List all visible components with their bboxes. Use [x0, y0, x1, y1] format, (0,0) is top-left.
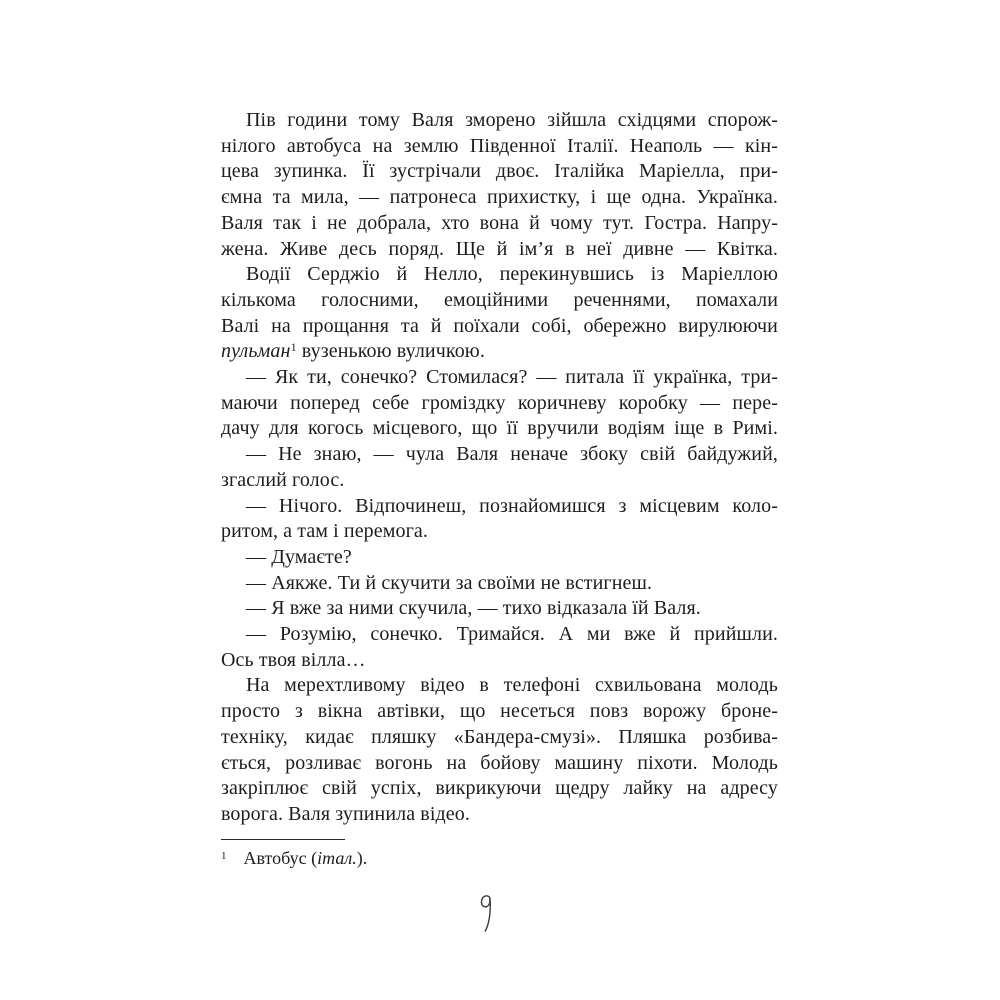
text-line	[221, 673, 778, 699]
text-segment: Валя так і не добрала, хто вона й чому тут. Гостра. Напру-	[221, 211, 778, 234]
text-segment: ритом, а там і перемога.	[221, 520, 428, 543]
text-segment: — Нічого. Відпочинеш, познайомишся з місцевим коло-	[246, 494, 778, 517]
text-segment: кількома голосними, емоційними реченнями, помахали	[221, 288, 778, 311]
text-line	[221, 802, 778, 828]
text-segment: — Думаєте?	[246, 545, 352, 568]
text-line	[221, 648, 778, 674]
page-number-value	[478, 934, 479, 935]
text-line	[221, 339, 778, 365]
text-segment: — Я вже за ними скучила, — тихо відказала їй Валя.	[246, 597, 701, 620]
text-segment: цева зупинка. Її зустрічали двоє. Італійка Маріелла, при-	[221, 160, 778, 183]
paragraph	[221, 622, 778, 673]
paragraph	[221, 545, 778, 571]
paragraph	[221, 442, 778, 493]
text-line	[221, 185, 778, 211]
text-line	[221, 776, 778, 802]
text-segment: маючи поперед себе громіздку коричневу коробку — пере-	[221, 391, 778, 414]
text-segment: техніку, кидає пляшку «Бандера-смузі». Пляшка розбива-	[221, 725, 778, 748]
text-segment: Автобус (	[243, 848, 318, 868]
text-segment: — Розумію, сонечко. Тримайся. А ми вже й прийшли.	[246, 623, 778, 646]
paragraph	[221, 673, 778, 827]
footnote-text	[221, 847, 778, 869]
text-segment: ).	[356, 848, 368, 868]
text-line	[221, 416, 778, 442]
text-segment: ється, розливає вогонь на бойову машину піхоти. Молодь	[221, 751, 778, 774]
text-line	[221, 751, 778, 777]
text-segment: дачу для когось місцевого, що її вручили водіям іще в Римі.	[221, 417, 778, 440]
text-segment: жена. Живе десь поряд. Ще й ім’я в неї дивне — Квітка.	[221, 237, 778, 260]
text-line	[221, 545, 778, 571]
text-line	[221, 494, 778, 520]
text-segment: Ось твоя вілла…	[221, 648, 366, 671]
footnote-rule	[221, 839, 345, 840]
text-line	[221, 108, 778, 134]
text-segment: пульман	[221, 340, 291, 363]
text-segment: Пів години тому Валя зморено зійшла східцями спорож-	[246, 109, 778, 131]
text-segment: вузенькою вуличкою.	[296, 340, 485, 363]
text-line	[221, 314, 778, 340]
text-line	[221, 365, 778, 391]
text-line	[221, 468, 778, 494]
text-line	[221, 237, 778, 263]
text-line	[221, 288, 778, 314]
footnote-marker: 1	[221, 850, 227, 862]
text-segment: — Аякже. Ти й скучити за своїми не встигнеш.	[246, 571, 653, 594]
paragraph	[221, 262, 778, 365]
text-line	[221, 725, 778, 751]
text-segment: закріплює свій успіх, викрикуючи щедру лайку на адресу	[221, 777, 778, 800]
paragraph	[221, 108, 778, 262]
text-segment: — Як ти, сонечко? Стомилася? — питала її українка, три-	[246, 366, 778, 389]
page-number-glyph	[478, 894, 494, 934]
text-line	[221, 211, 778, 237]
footnote	[221, 839, 778, 869]
text-line	[221, 699, 778, 725]
text-line	[221, 391, 778, 417]
text-line	[221, 134, 778, 160]
text-line	[221, 159, 778, 185]
text-segment: На мерехтливому відео в телефоні схвильована молодь	[246, 674, 778, 697]
text-segment: Водії Серджіо й Нелло, перекинувшись із Маріеллою	[246, 263, 778, 286]
text-line	[221, 442, 778, 468]
text-segment: згаслий голос.	[221, 468, 345, 491]
text-line	[221, 571, 778, 597]
text-segment: — Не знаю, — чула Валя неначе збоку свій байдужий,	[246, 443, 778, 466]
paragraph	[221, 494, 778, 545]
text-line	[221, 262, 778, 288]
text-line	[221, 519, 778, 545]
text-line	[221, 622, 778, 648]
text-segment: нілого автобуса на землю Південної Італії. Неаполь — кін-	[221, 134, 778, 157]
page-number	[478, 894, 494, 934]
paragraph	[221, 596, 778, 622]
text-segment: італ.	[317, 848, 357, 868]
paragraph	[221, 365, 778, 442]
text-block	[221, 108, 778, 828]
text-segment: Валі на прощання та й поїхали собі, обережно вирулюючи	[221, 314, 778, 337]
text-line	[221, 596, 778, 622]
text-segment: ємна та мила, — патронеса прихистку, і ще одна. Українка.	[221, 186, 778, 209]
text-segment: просто з вікна автівки, що несеться повз ворожу броне-	[221, 700, 778, 723]
footnote-marker: 1	[290, 340, 297, 355]
text-segment: ворога. Валя зупинила відео.	[221, 802, 470, 825]
paragraph	[221, 571, 778, 597]
